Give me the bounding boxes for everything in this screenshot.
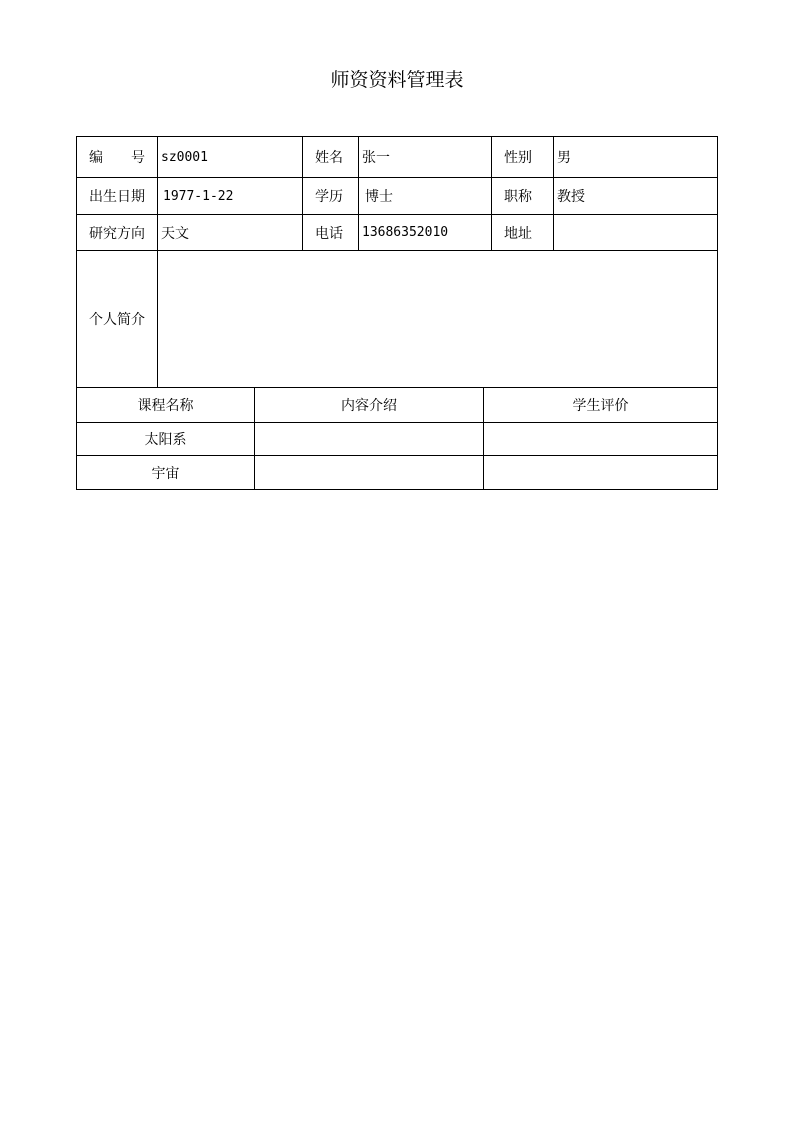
rank-value: 教授 <box>554 178 718 215</box>
course-intro-cell <box>255 456 484 490</box>
birth-value: 1977-1-22 <box>158 178 303 215</box>
address-value <box>554 215 718 251</box>
edu-value: 博士 <box>359 178 492 215</box>
table-row <box>77 178 718 215</box>
id-value: sz0001 <box>158 137 303 178</box>
table-row <box>77 137 718 178</box>
page-title: 师资资料管理表 <box>330 69 464 91</box>
research-label: 研究方向 <box>77 215 158 251</box>
table-row <box>77 456 718 490</box>
course-rating-header: 学生评价 <box>484 388 718 423</box>
edu-label: 学历 <box>303 178 359 215</box>
teacher-info-table <box>76 136 718 388</box>
course-intro-header: 内容介绍 <box>255 388 484 423</box>
course-name-header: 课程名称 <box>77 388 255 423</box>
phone-value: 13686352010 <box>359 215 492 251</box>
course-rating-cell <box>484 423 718 456</box>
course-intro-cell <box>255 423 484 456</box>
id-label-char-1: 编 <box>89 150 103 166</box>
gender-value: 男 <box>554 137 718 178</box>
address-label: 地址 <box>492 215 554 251</box>
table-header-row <box>77 388 718 423</box>
course-table <box>76 387 718 490</box>
birth-label: 出生日期 <box>77 178 158 215</box>
phone-label: 电话 <box>303 215 359 251</box>
name-value: 张一 <box>359 137 492 178</box>
table-row <box>77 423 718 456</box>
bio-value <box>158 251 718 388</box>
rank-label: 职称 <box>492 178 554 215</box>
research-value: 天文 <box>158 215 303 251</box>
id-label <box>77 137 158 178</box>
table-row <box>77 251 718 388</box>
table-row <box>77 215 718 251</box>
course-name-cell: 宇宙 <box>77 456 255 490</box>
name-label: 姓名 <box>303 137 359 178</box>
gender-label: 性别 <box>492 137 554 178</box>
bio-label: 个人简介 <box>77 251 158 388</box>
course-name-cell: 太阳系 <box>77 423 255 456</box>
course-rating-cell <box>484 456 718 490</box>
id-label-char-2: 号 <box>131 150 145 166</box>
